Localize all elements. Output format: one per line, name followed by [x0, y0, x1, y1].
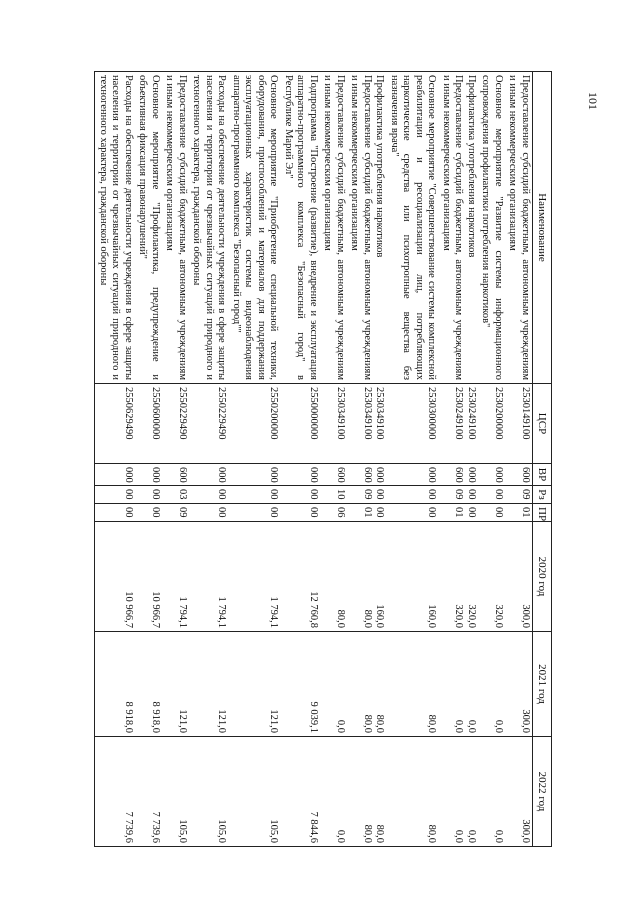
row-vr-cell: 000 — [95, 464, 135, 486]
row-vr-cell: 000 — [135, 464, 162, 486]
row-2020-cell: 320,0 320,0 — [439, 522, 479, 632]
row-2020-cell: 12 760,8 — [281, 522, 321, 632]
row-rz-cell: 00 — [281, 486, 321, 504]
row-2021-cell: 0,0 0,0 — [439, 632, 479, 737]
row-2021-cell: 300,0 — [505, 632, 533, 737]
row-vr-cell: 000 — [229, 464, 281, 486]
row-name-cell — [189, 72, 229, 384]
page-number: 101 — [586, 92, 600, 110]
row-2022-cell: 7 844,6 — [281, 737, 321, 847]
row-name-cell — [320, 72, 347, 384]
budget-table — [95, 71, 553, 847]
row-name-text: Предоставление субсидий бюджетным, автономным учреждениям и иным некоммерческим организациям — [164, 75, 188, 380]
row-2020-cell: 300,0 — [505, 522, 533, 632]
header-pr: ПР — [533, 504, 552, 522]
row-2020-cell: 80,0 — [320, 522, 347, 632]
row-2021-cell: 8 918,0 — [135, 632, 162, 737]
row-csr-cell: 2550000000 — [281, 384, 321, 464]
row-rz-cell: 00 — [189, 486, 229, 504]
row-2022-cell: 300,0 — [505, 737, 533, 847]
row-name-cell — [135, 72, 162, 384]
header-2022: 2022 год — [533, 737, 552, 847]
row-pr-cell: 00 — [135, 504, 162, 522]
row-2021-cell: 80,0 — [387, 632, 439, 737]
row-vr-cell: 000 — [189, 464, 229, 486]
row-name-text: Предоставление субсидий бюджетным, автономным учреждениям и иным некоммерческим организациям — [507, 75, 531, 380]
row-2021-cell: 8 918,0 — [95, 632, 135, 737]
row-csr-cell: 2530149100 — [505, 384, 533, 464]
row-name-text: Предоставление субсидий бюджетным, автономным учреждениям и иным некоммерческим организациям — [349, 75, 373, 380]
table-row — [95, 72, 135, 847]
row-csr-cell: 2550229490 — [162, 384, 189, 464]
row-2020-cell: 1 794,1 — [189, 522, 229, 632]
row-rz-cell: 03 — [162, 486, 189, 504]
row-name-cell — [95, 72, 135, 384]
row-csr-cell: 2550200000 — [229, 384, 281, 464]
row-2021-cell: 121,0 — [229, 632, 281, 737]
row-csr-cell: 2550600000 — [135, 384, 162, 464]
row-pr-cell: 00 — [229, 504, 281, 522]
row-name-text: Подпрограмма "Построение (развитие), внедрение и эксплуатация аппаратно-программного комплекса "Безопасный город" в Республике Марий Эл" — [283, 75, 319, 380]
row-2022-cell: 0,0 — [478, 737, 505, 847]
row-2022-cell: 0,0 — [320, 737, 347, 847]
row-name-cell — [478, 72, 505, 384]
row-2021-cell: 0,0 — [320, 632, 347, 737]
row-pr-cell: 01 — [505, 504, 533, 522]
table-row — [387, 72, 439, 847]
row-name-cell — [387, 72, 439, 384]
row-name-text: Предоставление субсидий бюджетным, автономным учреждениям и иным некоммерческим организациям — [322, 75, 346, 380]
row-2022-cell: 0,0 0,0 — [439, 737, 479, 847]
row-name-cell — [229, 72, 281, 384]
row-csr-cell: 2550229490 — [189, 384, 229, 464]
table-body — [95, 72, 533, 847]
row-2020-cell: 10 966,7 — [135, 522, 162, 632]
table-row — [439, 72, 479, 847]
row-pr-cell: 09 — [162, 504, 189, 522]
table-row — [347, 72, 387, 847]
row-name-text: Основное мероприятие "Развитие системы информационного сопровождения профилактики потребления наркотиков" — [480, 75, 504, 380]
row-2020-cell: 160,0 80,0 — [347, 522, 387, 632]
row-2022-cell: 7 739,6 — [95, 737, 135, 847]
row-vr-cell: 000 — [281, 464, 321, 486]
row-name-cell — [162, 72, 189, 384]
header-2021: 2021 год — [533, 632, 552, 737]
row-rz-cell: 00 09 — [347, 486, 387, 504]
row-rz-cell: 00 09 — [439, 486, 479, 504]
table-row — [189, 72, 229, 847]
row-pr-cell: 00 01 — [439, 504, 479, 522]
row-2021-cell: 121,0 — [189, 632, 229, 737]
row-2020-cell: 320,0 — [478, 522, 505, 632]
row-rz-cell: 09 — [505, 486, 533, 504]
row-2022-cell: 80,0 — [387, 737, 439, 847]
row-2020-cell: 1 794,1 — [229, 522, 281, 632]
row-name-text: Расходы на обеспечение деятельности учреждения в сфере защиты населения и территории от чрезвычайных ситуаций природного и техногенного характера, гражданской обороны — [98, 75, 134, 380]
row-vr-cell: 600 — [320, 464, 347, 486]
row-name-cell — [347, 72, 387, 384]
row-name-text: Основное мероприятие "Профилактика, предупреждение и объективная фиксация правонарушений" — [137, 75, 161, 380]
table-row — [281, 72, 321, 847]
table-row — [162, 72, 189, 847]
row-pr-cell: 00 — [478, 504, 505, 522]
row-2022-cell: 80,0 80,0 — [347, 737, 387, 847]
row-pr-cell: 06 — [320, 504, 347, 522]
row-2022-cell: 7 739,6 — [135, 737, 162, 847]
row-pr-cell: 00 — [95, 504, 135, 522]
header-vr: ВР — [533, 464, 552, 486]
row-2020-cell: 160,0 — [387, 522, 439, 632]
row-name-text: Предоставление субсидий бюджетным, автономным учреждениям и иным некоммерческим организациям — [441, 75, 465, 380]
table-row — [320, 72, 347, 847]
row-csr-cell: 2530249100 2530249100 — [439, 384, 479, 464]
row-vr-cell: 600 — [162, 464, 189, 486]
row-name-text: Профилактика употребления наркотиков — [374, 75, 386, 258]
row-vr-cell: 600 — [505, 464, 533, 486]
row-name-text: Профилактика употребления наркотиков — [466, 75, 477, 258]
row-2021-cell: 121,0 — [162, 632, 189, 737]
row-2022-cell: 105,0 — [229, 737, 281, 847]
table-row — [478, 72, 505, 847]
header-rz: Рз — [533, 486, 552, 504]
budget-table-container — [92, 71, 552, 846]
row-pr-cell: 00 01 — [347, 504, 387, 522]
row-rz-cell: 00 — [478, 486, 505, 504]
table-row — [135, 72, 162, 847]
row-name-text: Основное мероприятие "Приобретение специальной техники, оборудования, приспособлений и материалов для поддержания эксплуатационных характеристик системы видеонаблюдения аппаратно-программного комплекса "Безопасный город"" — [231, 75, 280, 380]
row-name-text: Расходы на обеспечение деятельности учреждения в сфере защиты населения и территории от чрезвычайных ситуаций природного и техногенного характера, гражданской обороны — [191, 75, 228, 380]
row-rz-cell: 00 — [135, 486, 162, 504]
row-name-cell — [281, 72, 321, 384]
row-rz-cell: 00 — [229, 486, 281, 504]
row-vr-cell: 000 — [387, 464, 439, 486]
row-name-text: Основное мероприятие "Совершенствование системы комплексной реабилитации и ресоциализации лиц, потребляющих наркотические средства или психотропные вещества без назначения врача" — [389, 75, 438, 380]
table-row — [229, 72, 281, 847]
row-pr-cell: 00 — [387, 504, 439, 522]
row-2022-cell: 105,0 — [162, 737, 189, 847]
row-rz-cell: 00 — [387, 486, 439, 504]
row-csr-cell: 2550629490 — [95, 384, 135, 464]
row-2021-cell: 9 039,1 — [281, 632, 321, 737]
row-name-cell — [439, 72, 479, 384]
row-rz-cell: 10 — [320, 486, 347, 504]
row-csr-cell: 2530200000 — [478, 384, 505, 464]
header-2020: 2020 год — [533, 522, 552, 632]
row-2020-cell: 10 966,7 — [95, 522, 135, 632]
table-row — [505, 72, 533, 847]
row-2022-cell: 105,0 — [189, 737, 229, 847]
header-csr: ЦСР — [533, 384, 552, 464]
row-vr-cell: 000 600 — [439, 464, 479, 486]
table-header — [533, 72, 552, 847]
row-vr-cell: 000 600 — [347, 464, 387, 486]
row-csr-cell: 2530349100 — [320, 384, 347, 464]
row-2021-cell: 80,0 80,0 — [347, 632, 387, 737]
row-pr-cell: 00 — [281, 504, 321, 522]
row-name-cell — [505, 72, 533, 384]
row-rz-cell: 00 — [95, 486, 135, 504]
row-2021-cell: 0,0 — [478, 632, 505, 737]
row-vr-cell: 000 — [478, 464, 505, 486]
header-name: Наименование — [533, 72, 552, 384]
row-csr-cell: 2530349100 2530349100 — [347, 384, 387, 464]
row-pr-cell: 00 — [189, 504, 229, 522]
row-2020-cell: 1 794,1 — [162, 522, 189, 632]
row-csr-cell: 2530300000 — [387, 384, 439, 464]
